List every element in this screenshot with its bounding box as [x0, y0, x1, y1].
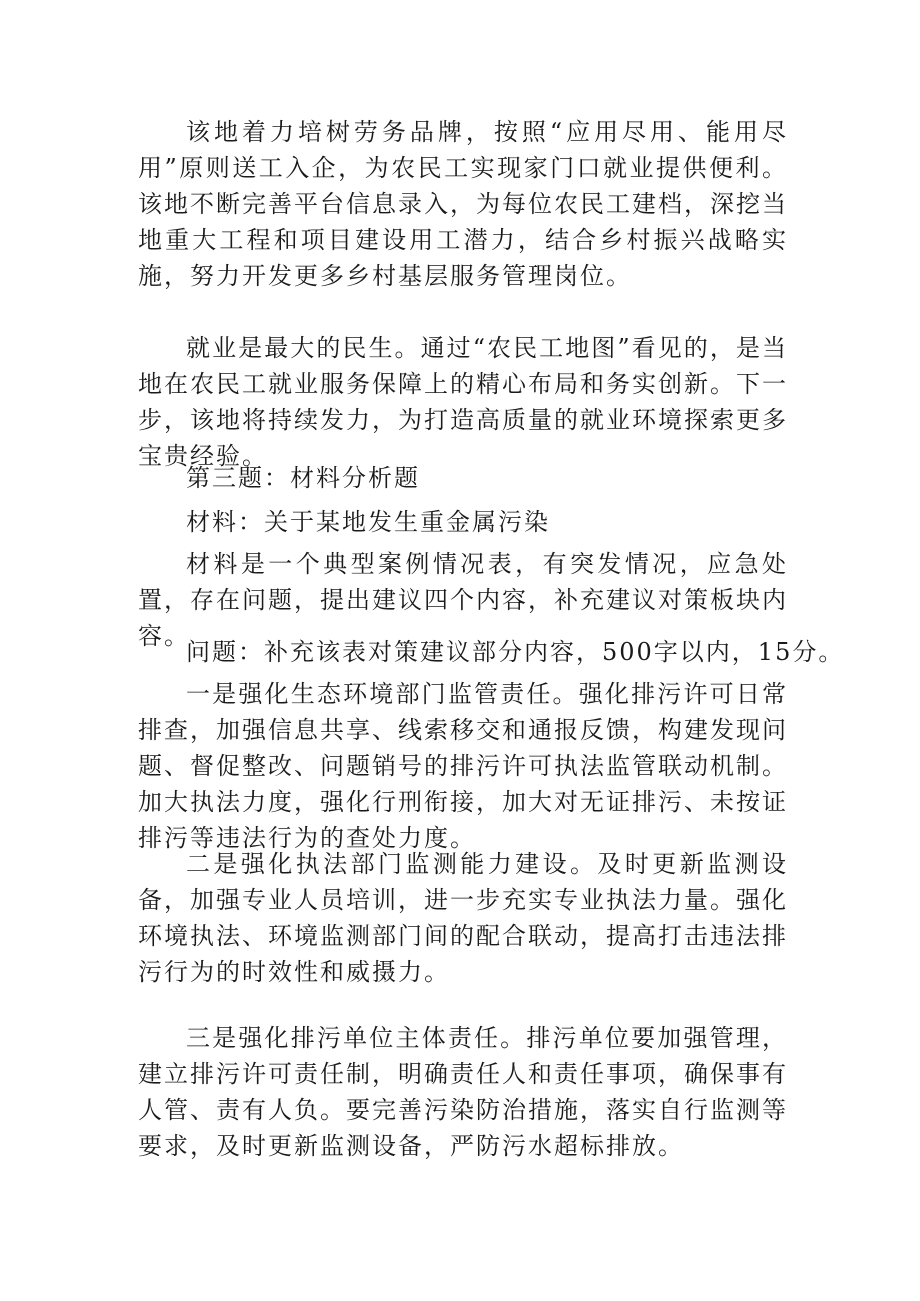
- paragraph-labor-brand: 该地着力培树劳务品牌，按照“应用尽用、能用尽用”原则送工入企，为农民工实现家门口就业提供便利。该地不断完善平台信息录入，为每位农民工建档，深挖当地重大工程和项目建设用工潜力，结合乡村振兴战略实施，努力开发更多乡村基层服务管理岗位。: [138, 118, 788, 290]
- question-heading: 第三题：材料分析题: [186, 464, 420, 492]
- paragraph-suggestion-one: 一是强化生态环境部门监管责任。强化排污许可日常排查，加强信息共享、线索移交和通报反馈，构建发现问题、督促整改、问题销号的排污许可执法监管联动机制。加大执法力度，强化行刑衔接，加大对无证排污、未按证排污等违法行为的查处力度。: [138, 680, 788, 852]
- paragraph-material-description: 材料是一个典型案例情况表，有突发情况，应急处置，存在问题，提出建议四个内容，补充建议对策板块内容。: [138, 550, 788, 650]
- paragraph-suggestion-three: 三是强化排污单位主体责任。排污单位要加强管理，建立排污许可责任制，明确责任人和责任事项，确保事有人管、责有人负。要完善污染防治措施，落实自行监测等要求，及时更新监测设备，严防污水超标排放。: [138, 1024, 788, 1160]
- paragraph-suggestion-two: 二是强化执法部门监测能力建设。及时更新监测设备，加强专业人员培训，进一步充实专业执法力量。强化环境执法、环境监测部门间的配合联动，提高打击违法排污行为的时效性和威摄力。: [138, 850, 788, 986]
- material-title: 材料：关于某地发生重金属污染: [186, 508, 550, 536]
- paragraph-employment-livelihood: 就业是最大的民生。通过“农民工地图”看见的，是当地在农民工就业服务保障上的精心布局和务实创新。下一步，该地将持续发力，为打造高质量的就业环境探索更多宝贵经验。: [138, 334, 788, 470]
- question-prompt: 问题：补充该表对策建议部分内容，500字以内，15分。: [186, 638, 845, 666]
